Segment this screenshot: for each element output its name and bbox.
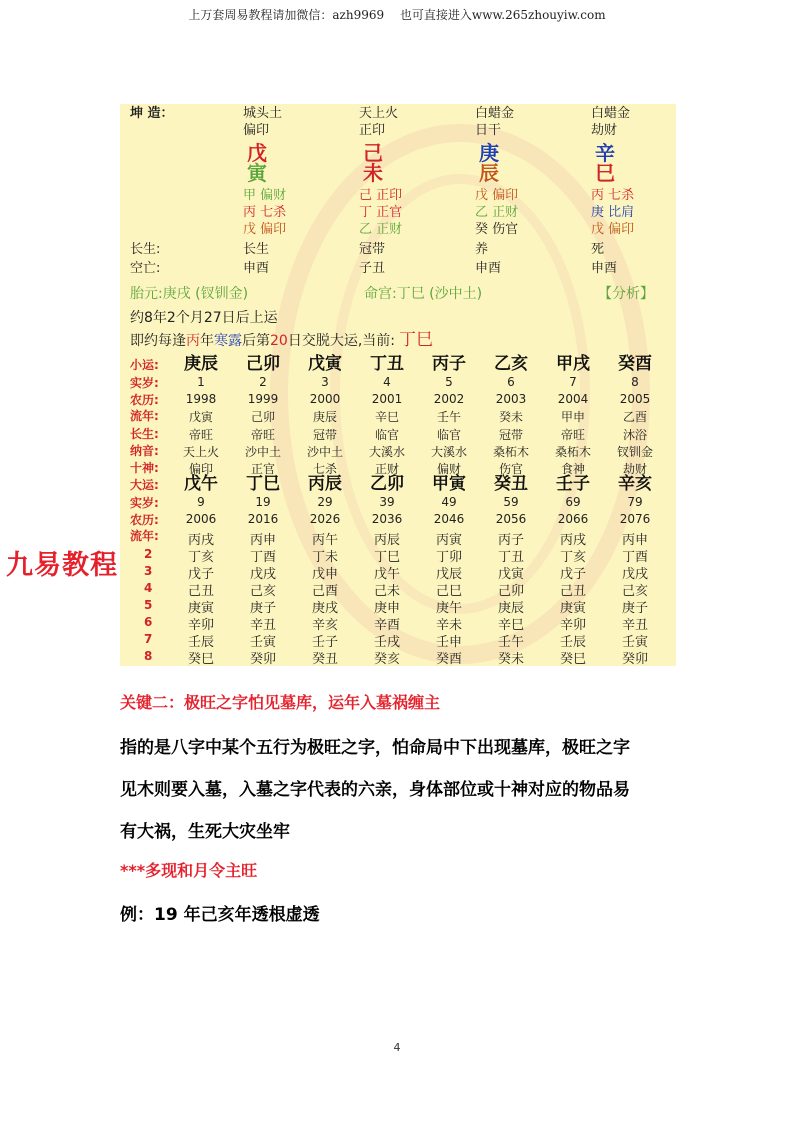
liunian-grid-cell: 癸卯	[249, 652, 276, 666]
jiaoyun-text: 即约每逢丙年寒露后第20日交脱大运,当前: 丁巳	[130, 330, 433, 350]
nayin-cell: 沙中土	[306, 445, 343, 459]
liunian-grid-cell: 壬子	[311, 635, 338, 650]
liunian-cell: 乙酉	[622, 410, 647, 424]
liunian-grid-cell: 癸丑	[311, 652, 338, 666]
dayun-cell: 丁巳	[246, 474, 280, 494]
shishen-cell: 正财	[374, 462, 399, 476]
shisui-cell: 1	[197, 375, 205, 389]
liunian-grid-cell: 辛丑	[249, 618, 276, 633]
nongli-cell: 2006	[185, 512, 217, 526]
nongli-cell: 2004	[557, 392, 589, 406]
liunian-grid-cell: 己亥	[621, 584, 648, 599]
liunian-label: 流年:	[130, 409, 159, 423]
liunian-grid-cell: 戊子	[559, 567, 586, 582]
changsheng-label: 长生:	[130, 242, 161, 257]
xiaoyun-cell: 甲戌	[556, 354, 590, 374]
liunian-grid-cell: 壬寅	[249, 635, 276, 650]
liunian-grid-cell: 癸卯	[621, 652, 648, 666]
shisui-cell: 39	[379, 495, 395, 509]
liunian-grid-cell: 庚子	[249, 601, 276, 616]
liunian-grid-cell: 丙戌	[187, 533, 214, 548]
nongli-cell: 2026	[309, 512, 341, 526]
dayun-cell: 辛亥	[618, 474, 652, 494]
changsheng-cell: 帝旺	[560, 428, 585, 442]
hidden-stem: 丙 七杀	[591, 188, 635, 203]
nayin-cell: 大溪水	[430, 445, 467, 459]
pillar-stem: 戊	[247, 141, 267, 165]
liunian-cell: 癸未	[498, 410, 523, 424]
liunian-grid-cell: 丁丑	[497, 550, 524, 565]
pillar-nayin: 天上火	[359, 106, 399, 121]
dayun-cell: 戊午	[184, 474, 218, 494]
dayun-cell: 丙辰	[308, 474, 342, 494]
liunian-grid-cell: 壬辰	[559, 635, 586, 650]
dayun-label: 大运:	[130, 478, 159, 492]
liunian-grid-cell: 辛亥	[311, 618, 338, 633]
pillar-nayin: 城头土	[243, 106, 283, 121]
nongli-cell: 2056	[495, 512, 527, 526]
pillar-nayin: 白蜡金	[475, 106, 515, 121]
hidden-stem: 乙 正财	[359, 222, 403, 237]
liunian-grid-cell: 庚辰	[497, 601, 524, 616]
nongli-label: 农历:	[130, 513, 159, 527]
nongli-cell: 2001	[371, 392, 403, 406]
heading-key-two: 关键二：极旺之字怕见墓库，运年入墓祸缠主	[120, 693, 441, 712]
changsheng-cell: 临官	[374, 428, 399, 442]
shisui-cell: 49	[441, 495, 457, 509]
xiaoyun-cell: 己卯	[246, 354, 280, 374]
liunian-grid-cell: 戊子	[187, 567, 214, 582]
liunian-grid-cell: 己丑	[559, 584, 586, 599]
shishen-cell: 偏印	[188, 462, 213, 476]
changsheng-value: 死	[591, 242, 605, 257]
shisui-cell: 59	[503, 495, 519, 509]
liunian-grid-cell: 丁亥	[187, 550, 214, 565]
liunian-grid-cell: 辛酉	[373, 618, 400, 633]
liunian-grid-cell: 己酉	[311, 584, 338, 599]
liunian-grid-cell: 壬寅	[621, 635, 648, 650]
liunian-grid-cell: 庚寅	[187, 601, 214, 616]
nongli-label: 农历:	[130, 393, 159, 407]
paragraph-line-1: 指的是八字中某个五行为极旺之字，怕命局中下出现墓库，极旺之字	[120, 738, 630, 758]
shisui-cell: 3	[321, 375, 329, 389]
liunian-row-number: 6	[144, 615, 153, 629]
liunian-grid-cell: 丙午	[311, 533, 338, 548]
kongwang-value: 申酉	[243, 261, 270, 276]
nongli-cell: 2005	[619, 392, 651, 406]
pillar-stem: 己	[363, 141, 383, 165]
liunian-cell: 壬午	[436, 410, 461, 424]
liunian-cell: 辛巳	[374, 410, 399, 424]
pillar-nayin: 白蜡金	[591, 106, 631, 121]
shishen-cell: 劫财	[622, 462, 647, 476]
nongli-cell: 2076	[619, 512, 651, 526]
dayun-cell: 壬子	[556, 474, 590, 494]
liunian-grid-cell: 己未	[373, 584, 400, 599]
liunian-row-number: 3	[144, 564, 153, 578]
shisui-cell: 19	[255, 495, 271, 509]
liunian-grid-cell: 庚申	[373, 601, 400, 616]
xiaoyun-label: 小运:	[130, 358, 159, 372]
xiaoyun-cell: 乙亥	[494, 354, 528, 374]
side-logo: 九易教程	[6, 550, 118, 581]
shisui-cell: 5	[445, 375, 453, 389]
bazi-chart	[120, 104, 676, 666]
liunian-grid-cell: 戊辰	[435, 567, 462, 582]
liunian-grid-cell: 壬申	[435, 635, 462, 650]
dayun-cell: 癸丑	[494, 474, 528, 494]
shisui-cell: 8	[631, 375, 639, 389]
shishen-cell: 偏财	[436, 462, 461, 476]
nongli-cell: 2000	[309, 392, 341, 406]
liunian-grid-cell: 庚午	[435, 601, 462, 616]
liunian-row-number: 4	[144, 581, 153, 595]
shishen-label: 十神:	[130, 461, 159, 475]
liunian-grid-cell: 辛巳	[497, 618, 524, 633]
liunian-grid-cell: 丙辰	[373, 533, 400, 548]
pillar-branch: 巳	[595, 161, 615, 185]
shishen-cell: 伤官	[498, 462, 523, 476]
liunian-grid-cell: 壬午	[497, 635, 524, 650]
liunian-grid-cell: 癸巳	[559, 652, 586, 666]
shisui-cell: 2	[259, 375, 267, 389]
nongli-cell: 2016	[247, 512, 279, 526]
changsheng-cell: 帝旺	[188, 428, 213, 442]
liunian-grid-cell: 戊寅	[497, 567, 524, 582]
taiyuan: 胎元:庚戌 (钗钏金)	[130, 286, 249, 302]
shisui-cell: 29	[317, 495, 333, 509]
paragraph-line-3: 有大祸，生死大灾坐牢	[120, 822, 290, 842]
nongli-cell: 2036	[371, 512, 403, 526]
liunian-grid-cell: 辛卯	[187, 618, 214, 633]
liunian-cell: 甲申	[560, 410, 585, 424]
liunian-grid-cell: 癸亥	[373, 652, 400, 666]
kongwang-value: 子丑	[359, 261, 386, 276]
kongwang-label: 空亡:	[130, 261, 161, 276]
nongli-cell: 2066	[557, 512, 589, 526]
kongwang-value: 申酉	[591, 261, 618, 276]
liunian-grid-cell: 己亥	[249, 584, 276, 599]
xiaoyun-cell: 庚辰	[184, 354, 218, 374]
liunian-row-number: 5	[144, 598, 153, 612]
heading-duoxian: ***多现和月令主旺	[120, 861, 258, 880]
liunian-grid-cell: 庚寅	[559, 601, 586, 616]
nayin-cell: 天上火	[182, 445, 219, 459]
page-number: 4	[393, 1041, 401, 1054]
paragraph-line-2: 见木则要入墓，入墓之字代表的六亲，身体部位或十神对应的物品易	[120, 780, 630, 800]
shisui-cell: 9	[197, 495, 205, 509]
liunian-grid-cell: 戊午	[373, 567, 400, 582]
liunian-grid-cell: 戊戌	[621, 567, 648, 582]
qiyun-text: 约8年2个月27日后上运	[130, 310, 278, 326]
changsheng-value: 长生	[243, 242, 270, 257]
liunian-grid-cell: 己巳	[435, 584, 462, 599]
pillar-branch: 寅	[247, 161, 267, 185]
changsheng-label: 长生:	[130, 427, 159, 441]
minggong: 命宫:丁巳 (沙中土)	[364, 286, 483, 302]
shisui-cell: 4	[383, 375, 391, 389]
liunian-row-number: 7	[144, 632, 153, 646]
hidden-stem: 戊 偏印	[475, 188, 519, 203]
liunian-grid-cell: 癸酉	[435, 652, 462, 666]
liunian-grid-cell: 辛未	[435, 618, 462, 633]
shisui-label: 实岁:	[130, 496, 159, 510]
liunian-grid-cell: 辛丑	[621, 618, 648, 633]
liunian-row-number: 8	[144, 649, 153, 663]
hidden-stem: 戊 偏印	[591, 222, 635, 237]
shishen-cell: 正官	[250, 462, 275, 476]
liunian-grid-cell: 癸未	[497, 652, 524, 666]
xiaoyun-cell: 丙子	[432, 354, 466, 374]
liunian-grid-cell: 庚戌	[311, 601, 338, 616]
pillar-shishen: 日干	[475, 123, 502, 138]
liunian-grid-label: 流年:	[130, 529, 159, 543]
liunian-grid-cell: 丁卯	[435, 550, 462, 565]
kongwang-value: 申酉	[475, 261, 502, 276]
liunian-grid-cell: 辛卯	[559, 618, 586, 633]
liunian-grid-cell: 丙申	[621, 533, 648, 548]
nayin-cell: 桑柘木	[492, 445, 529, 459]
dayun-cell: 乙卯	[370, 474, 404, 494]
liunian-grid-cell: 壬辰	[187, 635, 214, 650]
shisui-cell: 6	[507, 375, 515, 389]
shisui-cell: 7	[569, 375, 577, 389]
nayin-cell: 沙中土	[244, 445, 281, 459]
hidden-stem: 己 正印	[359, 188, 403, 203]
changsheng-cell: 冠带	[312, 428, 337, 442]
shisui-cell: 79	[627, 495, 643, 509]
shishen-cell: 七杀	[312, 462, 337, 476]
liunian-grid-cell: 壬戌	[373, 635, 400, 650]
pillar-stem: 庚	[479, 141, 499, 165]
liunian-grid-cell: 丁巳	[373, 550, 400, 565]
chart-title: 坤 造：	[130, 106, 174, 121]
nongli-cell: 1999	[247, 392, 279, 406]
pillar-shishen: 劫财	[591, 123, 618, 138]
pillar-stem: 辛	[595, 141, 615, 165]
hidden-stem: 丙 七杀	[243, 205, 287, 220]
hidden-stem: 丁 正官	[359, 205, 403, 220]
hidden-stem: 戊 偏印	[243, 222, 287, 237]
liunian-cell: 己卯	[250, 410, 275, 424]
page-header: 上万套周易教程请加微信：azh9969 也可直接进入www.265zhouyiw.com	[188, 8, 606, 22]
analysis-link[interactable]: 【分析】	[598, 286, 654, 302]
liunian-grid-cell: 丁未	[311, 550, 338, 565]
liunian-grid-cell: 丁亥	[559, 550, 586, 565]
nongli-cell: 2002	[433, 392, 465, 406]
hidden-stem: 癸 伤官	[475, 222, 519, 237]
changsheng-value: 冠带	[359, 242, 386, 257]
shisui-cell: 69	[565, 495, 581, 509]
liunian-grid-cell: 戊戌	[249, 567, 276, 582]
liunian-grid-cell: 癸巳	[187, 652, 214, 666]
pillar-branch: 未	[363, 161, 383, 185]
dayun-cell: 甲寅	[432, 474, 466, 494]
liunian-grid-cell: 庚子	[621, 601, 648, 616]
liunian-grid-cell: 丙申	[249, 533, 276, 548]
hidden-stem: 甲 偏财	[243, 188, 287, 203]
liunian-grid-cell: 丙子	[497, 533, 524, 548]
hidden-stem: 乙 正财	[475, 205, 519, 220]
shishen-cell: 食神	[560, 462, 585, 476]
liunian-row-number: 2	[144, 547, 153, 561]
pillar-shishen: 偏印	[243, 123, 270, 138]
pillar-shishen: 正印	[359, 123, 386, 138]
changsheng-cell: 沐浴	[622, 428, 647, 442]
liunian-cell: 戊寅	[188, 410, 213, 424]
nayin-cell: 桑柘木	[554, 445, 591, 459]
liunian-grid-cell: 丙戌	[559, 533, 586, 548]
liunian-grid-cell: 丁酉	[621, 550, 648, 565]
liunian-grid-cell: 己卯	[497, 584, 524, 599]
nongli-cell: 2003	[495, 392, 527, 406]
shisui-label: 实岁:	[130, 376, 159, 390]
nayin-cell: 钗钏金	[616, 445, 653, 459]
liunian-grid-cell: 丙寅	[435, 533, 462, 548]
liunian-grid-cell: 丁酉	[249, 550, 276, 565]
changsheng-value: 养	[475, 242, 489, 257]
changsheng-cell: 帝旺	[250, 428, 275, 442]
nayin-label: 纳音:	[130, 444, 159, 458]
changsheng-cell: 冠带	[498, 428, 523, 442]
liunian-cell: 庚辰	[312, 410, 337, 424]
changsheng-cell: 临官	[436, 428, 461, 442]
xiaoyun-cell: 丁丑	[370, 354, 404, 374]
hidden-stem: 庚 比肩	[591, 205, 635, 220]
liunian-grid-cell: 己丑	[187, 584, 214, 599]
xiaoyun-cell: 戊寅	[308, 354, 342, 374]
nongli-cell: 2046	[433, 512, 465, 526]
example-line: 例：19 年己亥年透根虚透	[120, 905, 320, 925]
liunian-grid-cell: 戊申	[311, 567, 338, 582]
pillar-branch: 辰	[479, 161, 499, 185]
nongli-cell: 1998	[185, 392, 217, 406]
nayin-cell: 大溪水	[368, 445, 405, 459]
xiaoyun-cell: 癸酉	[618, 354, 652, 374]
